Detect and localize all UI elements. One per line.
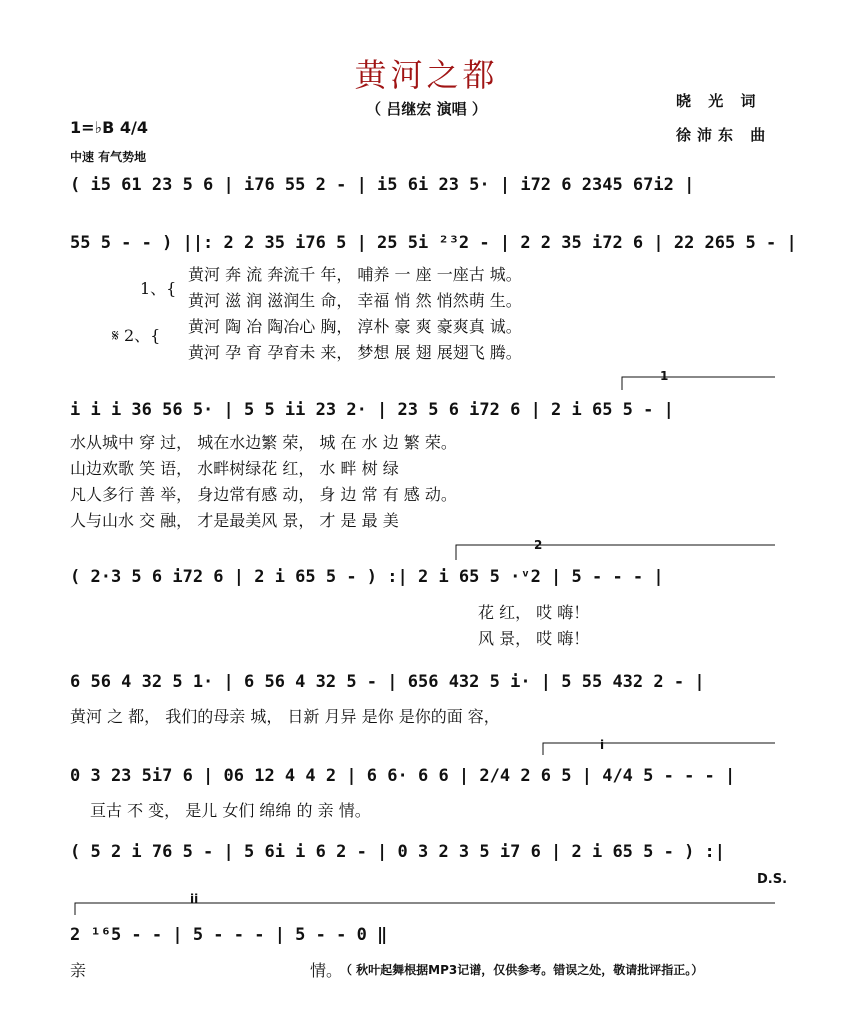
lyric-line: 凡人多行 善 举， 身边常有感 动， 身 边 常 有 感 动。	[70, 485, 457, 504]
score-row-4: ( 2·3 5 6 i72 6 | 2 i 65 5 - ) :| 2 i 65 5 ·ᵛ2 | 5 - - - |	[70, 567, 664, 587]
score-row-8: 2 ¹⁶5 - - | 5 - - - | 5 - - 0 ‖	[70, 925, 388, 945]
ending-1-bracket	[622, 377, 775, 390]
ending-1-label: 1	[660, 369, 669, 383]
segno-verse-mark-2: 𝄋 2、{	[112, 326, 161, 345]
composer-credit: 徐沛东 曲	[676, 126, 772, 144]
lyric-line: 黄河 滋 润 滋润生 命， 幸福 悄 然 悄然萌 生。	[188, 291, 522, 310]
lyric-line: 亲	[70, 961, 87, 980]
lyric-line: 山边欢歌 笑 语， 水畔树绿花 红， 水 畔 树 绿	[70, 459, 399, 478]
score-row-6: 0 3 23 5i7 6 | 06 12 4 4 2 | 6 6· 6 6 | 2/4 2 6 5 | 4/4 5 - - - |	[70, 766, 736, 786]
score-row-5: 6 56 4 32 5 1· | 6 56 4 32 5 - | 656 432 5 i· | 5 55 432 2 - |	[70, 672, 705, 692]
score-row-3: i i i 36 56 5· | 5 5 ii 23 2· | 23 5 6 i72 6 | 2 i 65 5 - |	[70, 400, 674, 420]
lyric-line: 风 景， 哎 嗨！	[478, 629, 590, 648]
ending-ii-label: ii	[190, 892, 199, 906]
score-row-7: ( 5 2 i 76 5 - | 5 6i i 6 2 - | 0 3 2 3 5 i7 6 | 2 i 65 5 - ) :|	[70, 842, 726, 862]
ending-i-label: i	[600, 738, 605, 752]
song-title: 黄河之都	[354, 56, 499, 94]
lyric-line: 情。	[310, 961, 343, 980]
lyric-line: 黄河 之 都， 我们的母亲 城， 日新 月异 是你 是你的面 容，	[70, 707, 500, 726]
tempo-marking: 中速 有气势地	[70, 150, 147, 164]
key-signature: 1=♭B 4/4	[70, 118, 148, 137]
lyric-line: 亘古 不 变， 是儿 女们 绵绵 的 亲 情。	[90, 801, 371, 820]
ending-2-label: 2	[534, 538, 543, 552]
verse-mark-1: 1、{	[140, 279, 177, 298]
ending-2-bracket	[456, 545, 775, 560]
lyric-line: 人与山水 交 融， 才是最美风 景， 才 是 最 美	[70, 511, 399, 530]
lyric-line: 花 红， 哎 嗨！	[478, 603, 590, 622]
transcriber-note: （ 秋叶起舞根据MP3记谱，仅供参考。错误之处，敬请批评指正。）	[340, 963, 704, 977]
dal-segno-mark: D.S.	[757, 872, 788, 887]
lyricist-credit: 晓 光 词	[676, 92, 762, 110]
singer-credit: （ 吕继宏 演唱 ）	[366, 100, 487, 118]
lyric-line: 黄河 陶 冶 陶冶心 胸， 淳朴 豪 爽 豪爽真 诚。	[188, 317, 522, 336]
score-row-2: 55 5 - - ) ||: 2 2 35 i76 5 | 25 5i ²³2 - | 2 2 35 i72 6 | 22 265 5 - |	[70, 233, 797, 253]
lyric-line: 水从城中 穿 过， 城在水边繁 荣， 城 在 水 边 繁 荣。	[70, 433, 457, 452]
ending-ii-bracket	[75, 903, 775, 915]
lyric-line: 黄河 奔 流 奔流千 年， 哺养 一 座 一座古 城。	[188, 265, 522, 284]
ending-i-bracket	[543, 743, 775, 755]
score-row-1: ( i5 61 23 5 6 | i76 55 2 - | i5 6i 23 5· | i72 6 2345 67i2 |	[70, 175, 695, 195]
lyric-line: 黄河 孕 育 孕育未 来， 梦想 展 翅 展翅飞 腾。	[188, 343, 522, 362]
